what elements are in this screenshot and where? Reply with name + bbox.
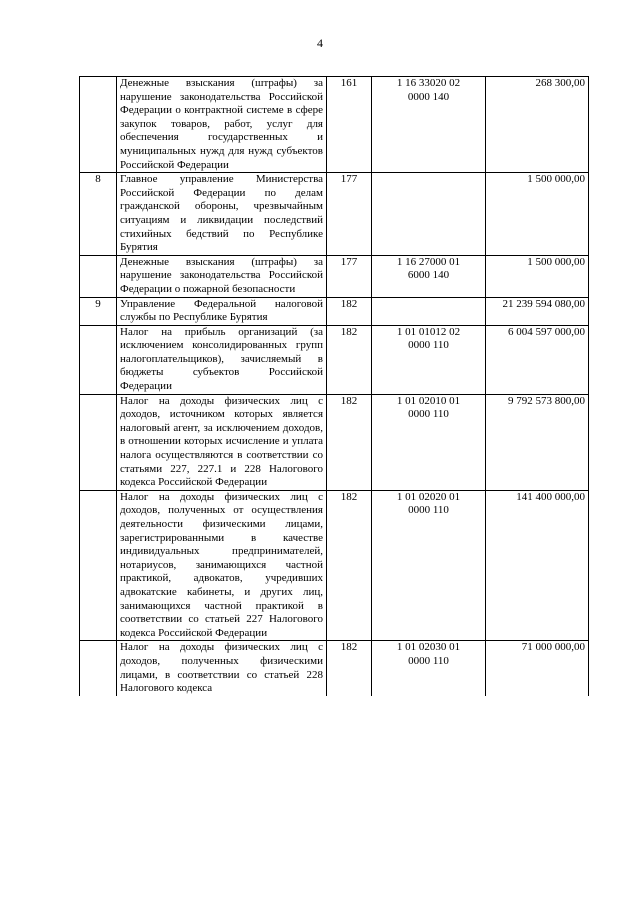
budget-code-part-2: 0000 110 [408, 654, 449, 667]
row-name: Денежные взыскания (штрафы) за нарушение законодательства Российской Федерации о пожарной безопасности [117, 255, 327, 297]
row-amount: 268 300,00 [486, 77, 589, 173]
row-amount: 71 000 000,00 [486, 641, 589, 696]
row-budget-code [372, 490, 486, 641]
page-number: 4 [317, 36, 323, 50]
row-number [80, 255, 117, 297]
revenue-table [79, 76, 589, 696]
row-number [80, 325, 117, 394]
row-admin-code: 182 [327, 490, 372, 641]
row-amount: 141 400 000,00 [486, 490, 589, 641]
table-row [80, 297, 589, 325]
row-number [80, 77, 117, 173]
row-name: Управление Федеральной налоговой службы по Республике Бурятия [117, 297, 327, 325]
row-amount: 1 500 000,00 [486, 255, 589, 297]
table-row [80, 255, 589, 297]
row-name: Главное управление Министерства Российской Федерации по делам гражданской обороны, чрезвычайным ситуациям и ликвидации последствий стихийных бедствий по Республике Бурятия [117, 173, 327, 256]
row-number [80, 641, 117, 696]
row-budget-code [372, 325, 486, 394]
row-budget-code [372, 394, 486, 490]
budget-code-part-2: 0000 110 [408, 504, 449, 517]
row-name: Налог на прибыль организаций (за исключением консолидированных групп налогоплательщиков), зачисляемый в бюджеты субъектов Российской Федерации [117, 325, 327, 394]
row-name: Налог на доходы физических лиц с доходов, полученных физическими лицами, в соответствии со статьей 228 Налогового кодекса [117, 641, 327, 696]
budget-code-part-1: 1 01 02010 01 [396, 394, 461, 407]
table-row [80, 173, 589, 256]
row-budget-code [372, 255, 486, 297]
row-admin-code: 177 [327, 173, 372, 256]
row-amount: 9 792 573 800,00 [486, 394, 589, 490]
budget-code-part-1: 1 01 02020 01 [396, 490, 461, 503]
row-amount: 1 500 000,00 [486, 173, 589, 256]
budget-code-part-1: 1 01 01012 02 [396, 325, 461, 338]
row-budget-code [372, 297, 486, 325]
row-admin-code: 182 [327, 325, 372, 394]
table-row [80, 394, 589, 490]
budget-code-part-1: 1 01 02030 01 [396, 641, 461, 654]
budget-code-part-2: 0000 110 [408, 408, 449, 421]
table-row [80, 325, 589, 394]
table-row [80, 490, 589, 641]
row-amount: 21 239 594 080,00 [486, 297, 589, 325]
row-number: 8 [80, 173, 117, 256]
row-budget-code [372, 641, 486, 696]
budget-code-part-2: 6000 140 [407, 269, 450, 282]
row-admin-code: 182 [327, 394, 372, 490]
row-number [80, 394, 117, 490]
row-admin-code: 161 [327, 77, 372, 173]
row-name: Налог на доходы физических лиц с доходов, источником которых является налоговый агент, за исключением доходов, в отношении которых исчисление и уплата налога осуществляются в соответствии со статьями 227, 227.1 и 228 Налогового кодекса Российской Федерации [117, 394, 327, 490]
row-amount: 6 004 597 000,00 [486, 325, 589, 394]
table-row [80, 641, 589, 696]
table-row [80, 77, 589, 173]
budget-code-part-1: 1 16 33020 02 [396, 77, 461, 89]
row-number [80, 490, 117, 641]
row-admin-code: 182 [327, 297, 372, 325]
budget-code-part-2: 0000 110 [408, 339, 449, 352]
row-name: Денежные взыскания (штрафы) за нарушение законодательства Российской Федерации о контрактной системе в сфере закупок товаров, работ, услуг для обеспечения государственных и муниципальных нужд для нужд субъектов Российской Федерации [117, 77, 327, 173]
row-name: Налог на доходы физических лиц с доходов, полученных от осуществления деятельности физическими лицами, зарегистрированными в качестве индивидуальных предпринимателей, нотариусов, занимающихся частной практикой, адвокатов, учредивших адвокатские кабинеты, и других лиц, занимающихся частной практикой в соответствии со статьей 227 Налогового кодекса Российской Федерации [117, 490, 327, 641]
row-admin-code: 177 [327, 255, 372, 297]
row-number: 9 [80, 297, 117, 325]
budget-code-part-2: 0000 140 [407, 90, 450, 103]
budget-code-part-1: 1 16 27000 01 [396, 255, 461, 268]
row-budget-code [372, 173, 486, 256]
row-budget-code [372, 77, 486, 173]
row-admin-code: 182 [327, 641, 372, 696]
